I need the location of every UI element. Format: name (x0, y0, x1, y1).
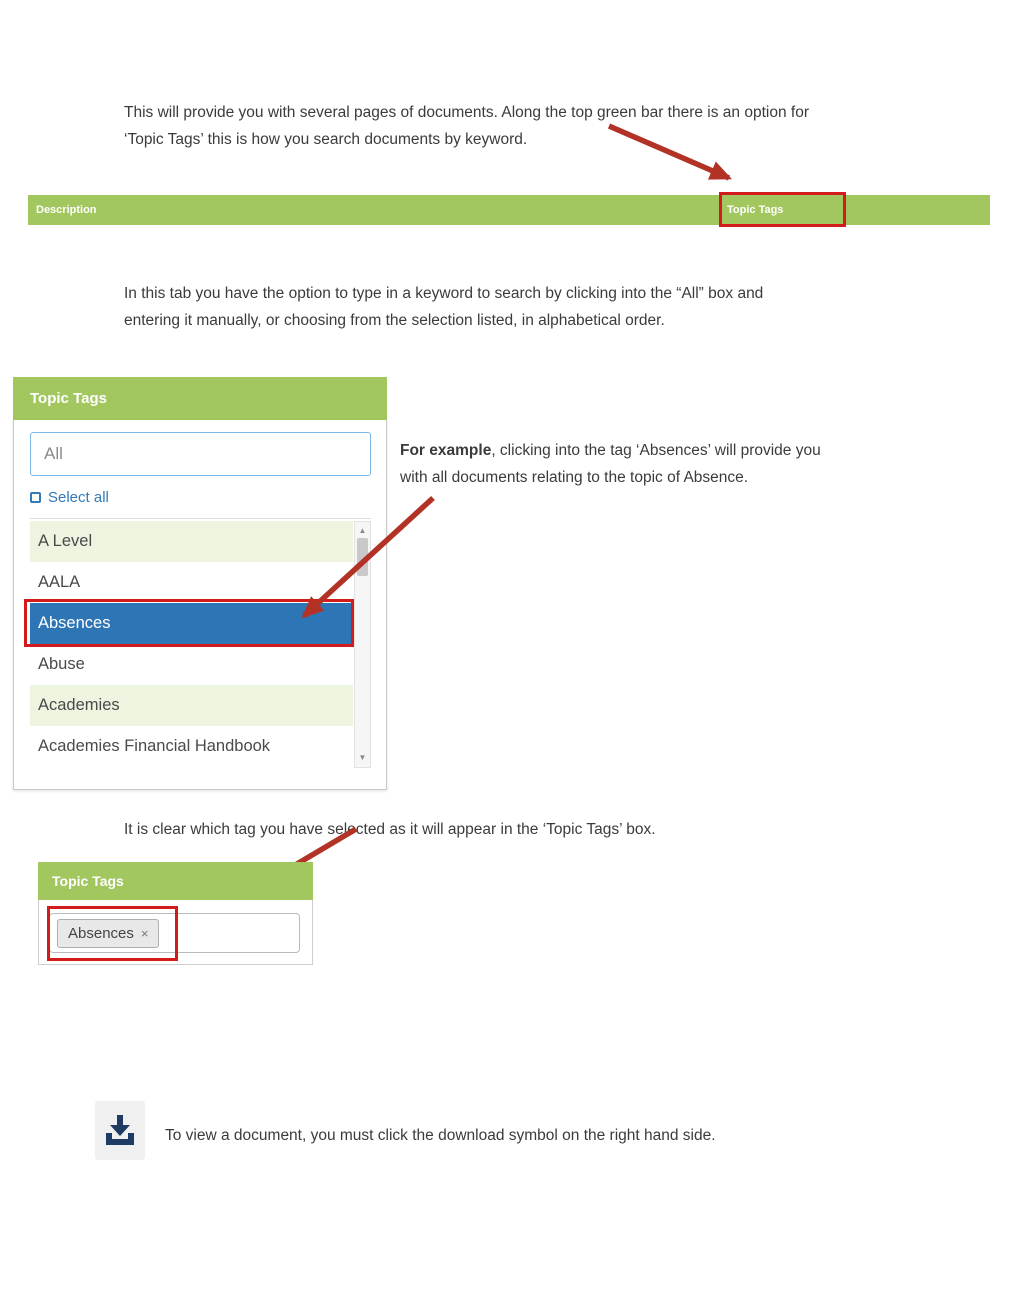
example-line-2: with all documents relating to the topic of Absence. (400, 469, 749, 486)
remove-tag-icon[interactable]: × (140, 926, 149, 941)
list-item[interactable]: AALA (30, 562, 353, 603)
download-note: To view a document, you must click the download symbol on the right hand side. (165, 1127, 716, 1144)
topic-tags-dropdown-header: Topic Tags (13, 377, 387, 420)
example-line-1 (400, 437, 900, 464)
select-all-option[interactable] (30, 486, 109, 510)
selected-tag-paragraph: It is clear which tag you have selected as it will appear in the ‘Topic Tags’ box. (124, 821, 656, 838)
scroll-up-icon[interactable]: ▲ (358, 526, 367, 535)
scroll-down-icon[interactable]: ▼ (358, 753, 367, 762)
intro-line-1: This will provide you with several pages of documents. Along the top green bar there is an option for (124, 104, 809, 121)
checkbox-icon (30, 492, 41, 503)
intro-paragraph (124, 99, 924, 153)
tab-paragraph-line-2: entering it manually, or choosing from the selection listed, in alphabetical order. (124, 312, 665, 329)
example-bold: For example (400, 442, 492, 459)
selected-tag-label: Absences (68, 925, 134, 942)
topic-tags-box-header: Topic Tags (38, 862, 313, 900)
download-icon (102, 1113, 138, 1149)
select-all-label: Select all (48, 489, 109, 506)
intro-line-2: ‘Topic Tags’ this is how you search documents by keyword. (124, 131, 528, 148)
download-button[interactable] (95, 1101, 145, 1160)
description-column-header[interactable]: Description (36, 204, 97, 216)
highlight-box-topic-tags-column (719, 192, 846, 227)
highlight-box-tag-chip (47, 906, 178, 961)
all-filter-input[interactable]: All (30, 432, 371, 476)
list-item[interactable]: Academies Financial Handbook (30, 726, 353, 767)
arrow-annotation-topic-tags-column (600, 118, 750, 200)
tab-paragraph (124, 280, 904, 334)
list-item[interactable]: A Level (30, 521, 353, 562)
list-item[interactable]: Abuse (30, 644, 353, 685)
list-item-selected[interactable]: Absences (30, 603, 353, 644)
example-paragraph (400, 437, 900, 491)
arrow-annotation-absences-item (288, 488, 443, 630)
example-rest: , clicking into the tag ‘Absences’ will provide you (491, 442, 821, 459)
topic-tags-column-header[interactable]: Topic Tags (727, 204, 784, 216)
list-item[interactable]: Academies (30, 685, 353, 726)
tab-paragraph-line-1: In this tab you have the option to type in a keyword to search by clicking into the “All” box and (124, 285, 764, 302)
